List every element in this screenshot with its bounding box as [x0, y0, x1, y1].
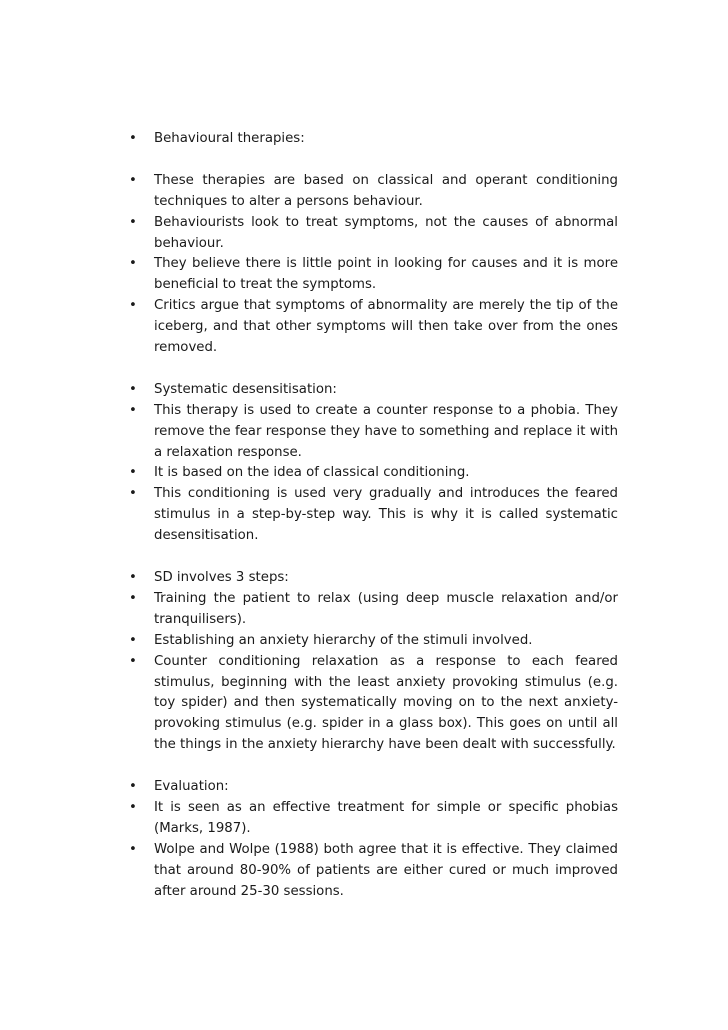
bullet-icon: • — [129, 569, 137, 585]
bullet-item — [129, 254, 618, 296]
bullet-text: Systematic desensitisation: — [154, 381, 337, 397]
bullet-text: Behavioural therapies: — [154, 131, 305, 146]
bullet-text: It is based on the idea of classical conditioning. — [154, 465, 470, 481]
bullet-icon: • — [129, 653, 137, 669]
bullet-icon: • — [129, 172, 137, 188]
bullet-item — [129, 777, 618, 798]
bullet-text: Training the patient to relax (using deep muscle relaxation and/or tranquilisers). — [154, 590, 618, 627]
bullet-icon: • — [129, 131, 137, 146]
section-systematic-desensitisation — [129, 380, 618, 547]
bullet-item — [129, 798, 618, 840]
bullet-icon: • — [129, 632, 137, 648]
bullet-text: They believe there is little point in looking for causes and it is more beneficial to treat the symptoms. — [154, 256, 618, 293]
section-sd-steps — [129, 568, 618, 756]
bullet-text: Evaluation: — [154, 779, 229, 795]
bullet-icon: • — [129, 590, 137, 606]
bullet-item — [129, 463, 618, 484]
bullet-item — [129, 129, 618, 150]
bullet-icon: • — [129, 214, 137, 230]
bullet-icon: • — [129, 779, 137, 795]
bullet-item — [129, 213, 618, 255]
bullet-item — [129, 484, 618, 547]
bullet-text: Critics argue that symptoms of abnormality are merely the tip of the iceberg, and that other symptoms will then take over from the ones removed. — [154, 298, 618, 356]
bullet-item — [129, 568, 618, 589]
bullet-text: Behaviourists look to treat symptoms, not the causes of abnormal behaviour. — [154, 214, 618, 251]
bullet-icon: • — [129, 256, 137, 272]
bullet-item — [129, 840, 618, 903]
bullet-text: This conditioning is used very gradually and introduces the feared stimulus in a step-by-step way. This is why it is called systematic desensitisation. — [154, 486, 618, 544]
bullet-text: This therapy is used to create a counter response to a phobia. They remove the fear response they have to something and replace it with a relaxation response. — [154, 402, 618, 460]
bullet-icon: • — [129, 799, 137, 815]
bullet-item — [129, 296, 618, 359]
bullet-item — [129, 171, 618, 213]
bullet-text: It is seen as an effective treatment for simple or specific phobias (Marks, 1987). — [154, 799, 618, 836]
bullet-icon: • — [129, 841, 137, 857]
bullet-icon: • — [129, 402, 137, 418]
section-evaluation — [129, 777, 618, 902]
bullet-text: These therapies are based on classical and operant conditioning techniques to alter a persons behaviour. — [154, 172, 618, 209]
bullet-item — [129, 380, 618, 401]
bullet-item — [129, 652, 618, 757]
section-therapy-basis — [129, 171, 618, 359]
bullet-item — [129, 401, 618, 464]
section-behavioural-therapies — [129, 129, 618, 150]
bullet-text: Counter conditioning relaxation as a response to each feared stimulus, beginning with the least anxiety provoking stimulus (e.g. toy spider) and then systematically moving on to the next anxiety-provoking stimulus (e.g. spider in a glass box). This goes on until all the things in the anxiety hierarchy have been dealt with successfully. — [154, 653, 618, 753]
bullet-text: Wolpe and Wolpe (1988) both agree that it is effective. They claimed that around 80-90% of patients are either cured or much improved after around 25-30 sessions. — [154, 841, 618, 899]
bullet-item — [129, 589, 618, 631]
document-body — [129, 129, 618, 902]
bullet-icon: • — [129, 298, 137, 314]
bullet-icon: • — [129, 486, 137, 502]
bullet-item — [129, 631, 618, 652]
bullet-icon: • — [129, 465, 137, 481]
bullet-text: SD involves 3 steps: — [154, 569, 289, 585]
bullet-icon: • — [129, 381, 137, 397]
bullet-text: Establishing an anxiety hierarchy of the stimuli involved. — [154, 632, 533, 648]
